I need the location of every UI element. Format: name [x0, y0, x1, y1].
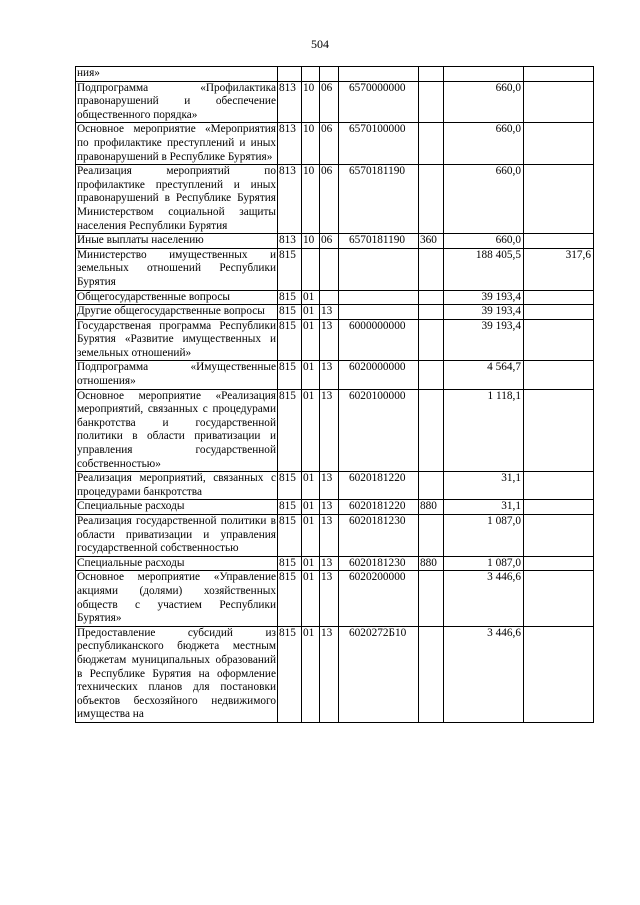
row-name-cell: Специальные расходы	[76, 556, 278, 571]
table-row	[76, 556, 594, 571]
table-row	[76, 248, 594, 290]
department-code-cell: 815	[278, 472, 302, 500]
section-code-cell: 01	[302, 515, 320, 557]
amount-secondary-cell	[524, 472, 594, 500]
subsection-code-cell: 06	[320, 165, 339, 234]
department-code-cell: 815	[278, 556, 302, 571]
row-name-cell: Общегосударственные вопросы	[76, 290, 278, 305]
budget-table	[75, 66, 594, 723]
expense-type-cell: 880	[419, 500, 444, 515]
department-code-cell: 813	[278, 123, 302, 165]
target-article-cell: 6020000000	[339, 361, 419, 389]
amount-secondary-cell	[524, 234, 594, 249]
section-code-cell: 01	[302, 305, 320, 320]
department-code-cell: 815	[278, 500, 302, 515]
subsection-code-cell: 13	[320, 305, 339, 320]
amount-cell	[444, 67, 524, 82]
amount-secondary-cell	[524, 67, 594, 82]
table-row	[76, 361, 594, 389]
subsection-code-cell: 06	[320, 81, 339, 123]
table-row	[76, 472, 594, 500]
department-code-cell: 815	[278, 305, 302, 320]
table-row	[76, 515, 594, 557]
expense-type-cell	[419, 571, 444, 626]
expense-type-cell	[419, 361, 444, 389]
expense-type-cell	[419, 81, 444, 123]
table-row	[76, 500, 594, 515]
amount-cell: 39 193,4	[444, 290, 524, 305]
amount-cell: 660,0	[444, 123, 524, 165]
table-row	[76, 305, 594, 320]
table-row	[76, 319, 594, 361]
section-code-cell: 01	[302, 500, 320, 515]
subsection-code-cell: 06	[320, 234, 339, 249]
target-article-cell: 6570000000	[339, 81, 419, 123]
amount-cell: 188 405,5	[444, 248, 524, 290]
subsection-code-cell	[320, 248, 339, 290]
target-article-cell	[339, 248, 419, 290]
target-article-cell: 6570181190	[339, 165, 419, 234]
row-name-cell: Реализация мероприятий по профилактике преступлений и иных правонарушений в Республике Бурятия Министерством социальной защиты населения Республики Бурятия	[76, 165, 278, 234]
row-name-cell: ния»	[76, 67, 278, 82]
amount-cell: 660,0	[444, 165, 524, 234]
expense-type-cell	[419, 67, 444, 82]
amount-secondary-cell	[524, 361, 594, 389]
amount-secondary-cell	[524, 305, 594, 320]
section-code-cell: 01	[302, 472, 320, 500]
subsection-code-cell: 13	[320, 389, 339, 472]
table-row	[76, 81, 594, 123]
section-code-cell: 01	[302, 571, 320, 626]
expense-type-cell	[419, 123, 444, 165]
section-code-cell: 01	[302, 361, 320, 389]
row-name-cell: Предоставление субсидий из республиканского бюджета местным бюджетам муниципальных образований в Республике Бурятия на оформление технических планов для постановки объектов бесхозяйного недвижимого имущества на	[76, 626, 278, 722]
amount-cell: 39 193,4	[444, 319, 524, 361]
department-code-cell: 813	[278, 234, 302, 249]
expense-type-cell	[419, 626, 444, 722]
amount-cell: 660,0	[444, 81, 524, 123]
table-row	[76, 571, 594, 626]
amount-cell: 31,1	[444, 472, 524, 500]
amount-cell: 4 564,7	[444, 361, 524, 389]
subsection-code-cell: 13	[320, 556, 339, 571]
amount-cell: 1 087,0	[444, 556, 524, 571]
expense-type-cell	[419, 305, 444, 320]
section-code-cell: 01	[302, 319, 320, 361]
amount-secondary-cell	[524, 165, 594, 234]
amount-secondary-cell	[524, 123, 594, 165]
section-code-cell: 10	[302, 81, 320, 123]
expense-type-cell: 880	[419, 556, 444, 571]
subsection-code-cell: 06	[320, 123, 339, 165]
table-row	[76, 290, 594, 305]
department-code-cell: 815	[278, 571, 302, 626]
amount-cell: 3 446,6	[444, 626, 524, 722]
amount-cell: 39 193,4	[444, 305, 524, 320]
subsection-code-cell: 13	[320, 361, 339, 389]
row-name-cell: Основное мероприятие «Реализация мероприятий, связанных с процедурами банкротства и государственной политики в области приватизации и управления государственной собственностью»	[76, 389, 278, 472]
section-code-cell: 10	[302, 165, 320, 234]
department-code-cell: 813	[278, 81, 302, 123]
section-code-cell	[302, 67, 320, 82]
target-article-cell: 6020200000	[339, 571, 419, 626]
amount-secondary-cell	[524, 626, 594, 722]
subsection-code-cell: 13	[320, 500, 339, 515]
section-code-cell: 01	[302, 389, 320, 472]
table-row	[76, 234, 594, 249]
section-code-cell	[302, 248, 320, 290]
section-code-cell: 10	[302, 123, 320, 165]
expense-type-cell	[419, 165, 444, 234]
department-code-cell: 815	[278, 515, 302, 557]
subsection-code-cell	[320, 290, 339, 305]
amount-secondary-cell: 317,6	[524, 248, 594, 290]
row-name-cell: Специальные расходы	[76, 500, 278, 515]
budget-table-body	[76, 67, 594, 723]
target-article-cell: 6020181220	[339, 500, 419, 515]
amount-secondary-cell	[524, 81, 594, 123]
target-article-cell	[339, 305, 419, 320]
amount-cell: 1 118,1	[444, 389, 524, 472]
amount-cell: 3 446,6	[444, 571, 524, 626]
row-name-cell: Реализация государственной политики в области приватизации и управления государственной собственностью	[76, 515, 278, 557]
expense-type-cell	[419, 515, 444, 557]
department-code-cell: 815	[278, 248, 302, 290]
expense-type-cell	[419, 319, 444, 361]
subsection-code-cell: 13	[320, 472, 339, 500]
row-name-cell: Подпрограмма «Имущественные отношения»	[76, 361, 278, 389]
department-code-cell: 813	[278, 165, 302, 234]
amount-cell: 1 087,0	[444, 515, 524, 557]
expense-type-cell	[419, 389, 444, 472]
target-article-cell: 6000000000	[339, 319, 419, 361]
amount-secondary-cell	[524, 556, 594, 571]
amount-secondary-cell	[524, 389, 594, 472]
amount-cell: 660,0	[444, 234, 524, 249]
row-name-cell: Основное мероприятие «Управление акциями (долями) хозяйственных обществ с участием Республики Бурятия»	[76, 571, 278, 626]
table-row	[76, 389, 594, 472]
row-name-cell: Государственая программа Республики Бурятия «Развитие имущественных и земельных отношений»	[76, 319, 278, 361]
department-code-cell: 815	[278, 389, 302, 472]
expense-type-cell: 360	[419, 234, 444, 249]
section-code-cell: 01	[302, 556, 320, 571]
department-code-cell: 815	[278, 361, 302, 389]
target-article-cell: 6020100000	[339, 389, 419, 472]
row-name-cell: Основное мероприятие «Мероприятия по профилактике преступлений и иных правонарушений в Республике Бурятия»	[76, 123, 278, 165]
page-number: 504	[311, 37, 329, 51]
target-article-cell: 6020181220	[339, 472, 419, 500]
department-code-cell: 815	[278, 290, 302, 305]
amount-secondary-cell	[524, 571, 594, 626]
amount-secondary-cell	[524, 290, 594, 305]
expense-type-cell	[419, 472, 444, 500]
target-article-cell: 6020272Б10	[339, 626, 419, 722]
target-article-cell: 6570181190	[339, 234, 419, 249]
subsection-code-cell: 13	[320, 571, 339, 626]
expense-type-cell	[419, 248, 444, 290]
section-code-cell: 01	[302, 290, 320, 305]
subsection-code-cell	[320, 67, 339, 82]
department-code-cell	[278, 67, 302, 82]
row-name-cell: Реализация мероприятий, связанных с процедурами банкротства	[76, 472, 278, 500]
target-article-cell	[339, 67, 419, 82]
row-name-cell: Другие общегосударственные вопросы	[76, 305, 278, 320]
table-row	[76, 165, 594, 234]
section-code-cell: 10	[302, 234, 320, 249]
target-article-cell: 6570100000	[339, 123, 419, 165]
subsection-code-cell: 13	[320, 319, 339, 361]
amount-secondary-cell	[524, 500, 594, 515]
subsection-code-cell: 13	[320, 626, 339, 722]
target-article-cell	[339, 290, 419, 305]
expense-type-cell	[419, 290, 444, 305]
amount-secondary-cell	[524, 515, 594, 557]
row-name-cell: Министерство имущественных и земельных отношений Республики Бурятия	[76, 248, 278, 290]
table-row	[76, 67, 594, 82]
amount-secondary-cell	[524, 319, 594, 361]
amount-cell: 31,1	[444, 500, 524, 515]
row-name-cell: Подпрограмма «Профилактика правонарушений и обеспечение общественного порядка»	[76, 81, 278, 123]
department-code-cell: 815	[278, 319, 302, 361]
table-row	[76, 626, 594, 722]
department-code-cell: 815	[278, 626, 302, 722]
target-article-cell: 6020181230	[339, 515, 419, 557]
table-row	[76, 123, 594, 165]
subsection-code-cell: 13	[320, 515, 339, 557]
row-name-cell: Иные выплаты населению	[76, 234, 278, 249]
target-article-cell: 6020181230	[339, 556, 419, 571]
section-code-cell: 01	[302, 626, 320, 722]
